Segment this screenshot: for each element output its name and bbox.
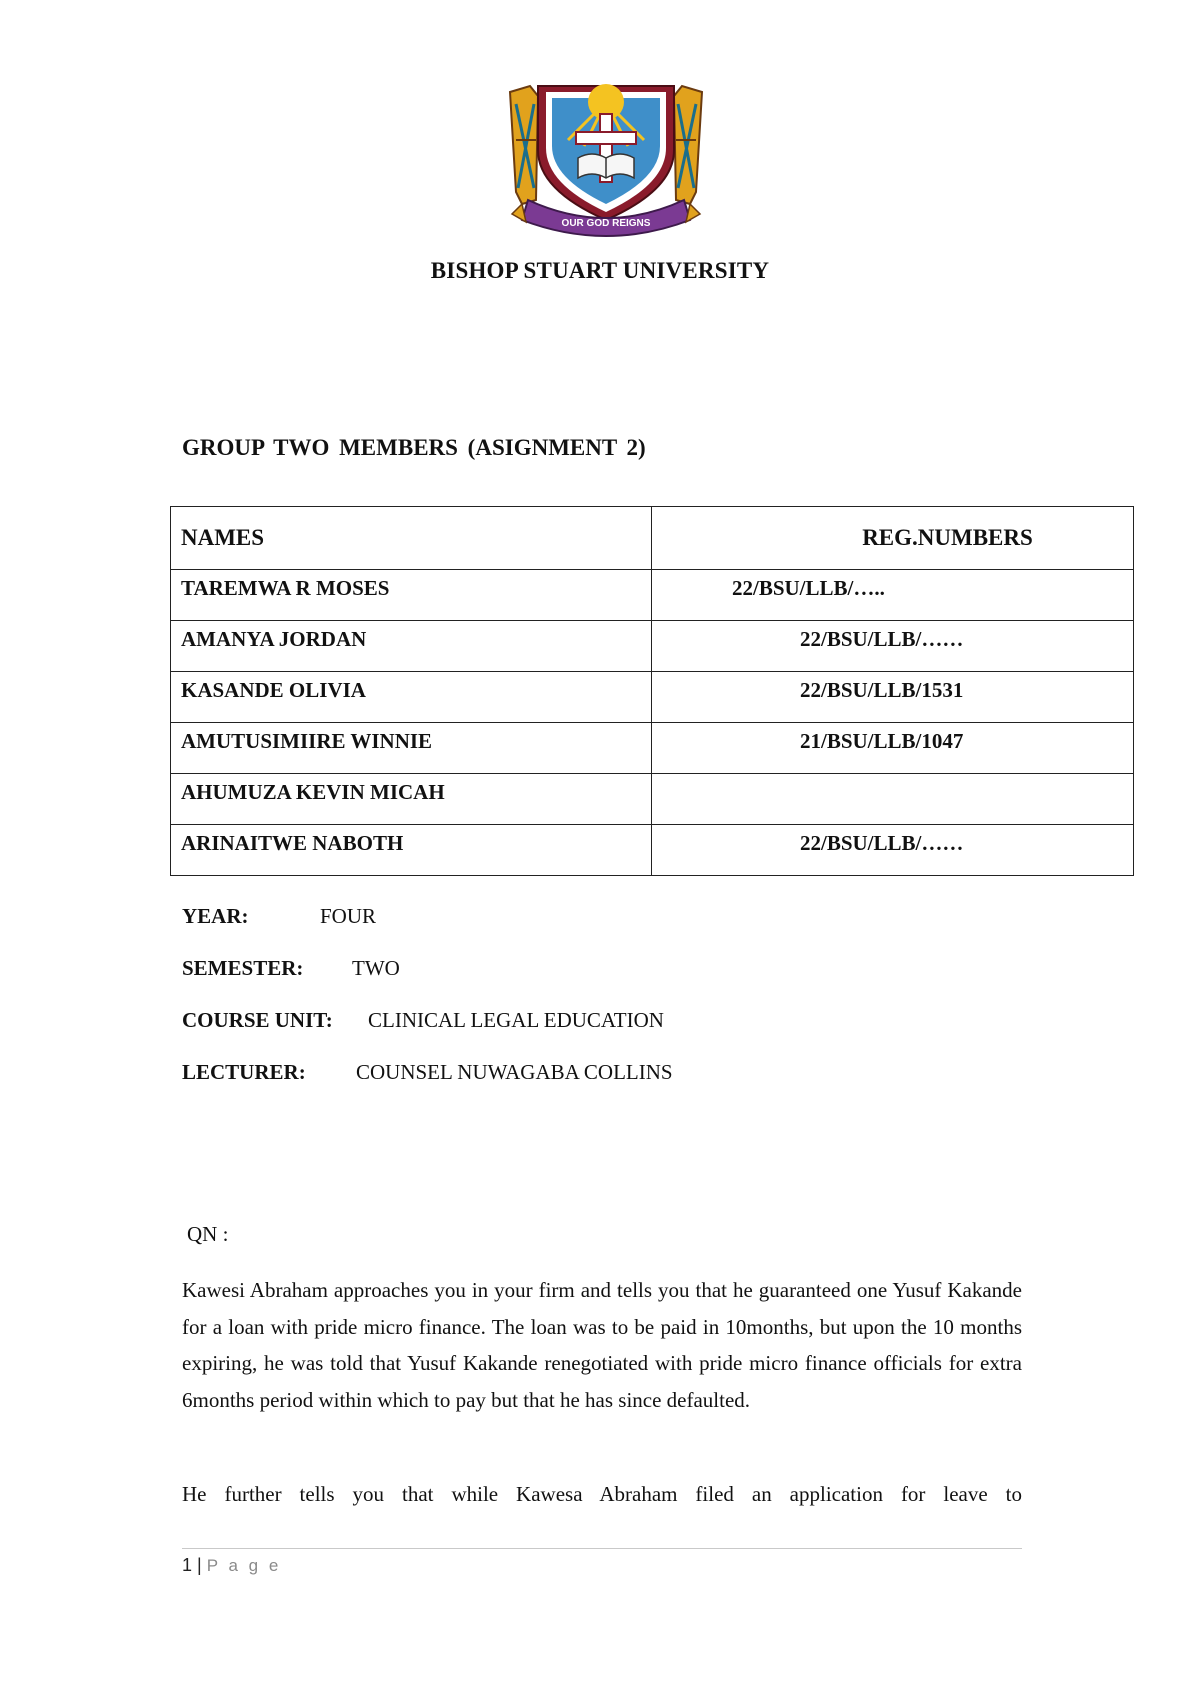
table-header-row — [171, 507, 1134, 570]
year-label: YEAR: — [182, 904, 249, 928]
member-reg-number: 22/BSU/LLB/…… — [652, 621, 1134, 672]
course-value: CLINICAL LEGAL EDUCATION — [368, 1008, 664, 1032]
year-value: FOUR — [320, 904, 377, 928]
table-row — [171, 774, 1134, 825]
member-reg-number: 22/BSU/LLB/….. — [652, 570, 1134, 621]
lecturer-line — [182, 1060, 673, 1085]
course-label: COURSE UNIT: — [182, 1008, 333, 1032]
question-paragraph: He further tells you that while Kawesa Abraham filed an application for leave to — [182, 1482, 1022, 1506]
crest-right-tower — [674, 86, 702, 204]
page-number: 1 — [182, 1555, 193, 1575]
member-reg-number: 22/BSU/LLB/…… — [652, 825, 1134, 876]
crest-left-tower — [510, 86, 538, 204]
university-crest-logo — [508, 80, 704, 240]
member-reg-number: 22/BSU/LLB/1531 — [652, 672, 1134, 723]
semester-line — [182, 956, 400, 981]
header-reg-numbers: REG.NUMBERS — [652, 507, 1134, 570]
university-name: BISHOP STUART UNIVERSITY — [430, 258, 770, 283]
year-line — [182, 904, 377, 929]
lecturer-label: LECTURER: — [182, 1060, 306, 1084]
members-table — [170, 506, 1134, 876]
member-name: AMANYA JORDAN — [171, 621, 652, 672]
question-label: QN : — [187, 1222, 229, 1246]
footer-separator: | — [197, 1555, 202, 1575]
table-row — [171, 570, 1134, 621]
semester-label: SEMESTER: — [182, 956, 304, 980]
member-name: KASANDE OLIVIA — [171, 672, 652, 723]
table-row — [171, 621, 1134, 672]
semester-value: TWO — [352, 956, 400, 980]
page-word: P a g e — [206, 1556, 282, 1575]
member-name: TAREMWA R MOSES — [171, 570, 652, 621]
footer-divider — [182, 1548, 1022, 1549]
table-row — [171, 825, 1134, 876]
group-heading: GROUP TWO MEMBERS (ASIGNMENT 2) — [182, 435, 646, 460]
member-reg-number — [652, 774, 1134, 825]
member-name: AMUTUSIMIIRE WINNIE — [171, 723, 652, 774]
page-footer — [182, 1555, 281, 1576]
question-paragraph: Kawesi Abraham approaches you in your firm and tells you that he guaranteed one Yusuf Kakande for a loan with pride micro finance. The loan was to be paid in 10months, but upon the 10 months expiring, he was told that Yusuf Kakande renegotiated with pride micro finance officials for extra 6months period within which to pay but that he has since defaulted. — [182, 1278, 1022, 1412]
member-name: AHUMUZA KEVIN MICAH — [171, 774, 652, 825]
lecturer-value: COUNSEL NUWAGABA COLLINS — [356, 1060, 673, 1084]
table-row — [171, 723, 1134, 774]
table-row — [171, 672, 1134, 723]
member-name: ARINAITWE NABOTH — [171, 825, 652, 876]
header-names: NAMES — [171, 507, 652, 570]
crest-motto-text: OUR GOD REIGNS — [561, 218, 651, 229]
member-reg-number: 21/BSU/LLB/1047 — [652, 723, 1134, 774]
course-line — [182, 1008, 664, 1033]
